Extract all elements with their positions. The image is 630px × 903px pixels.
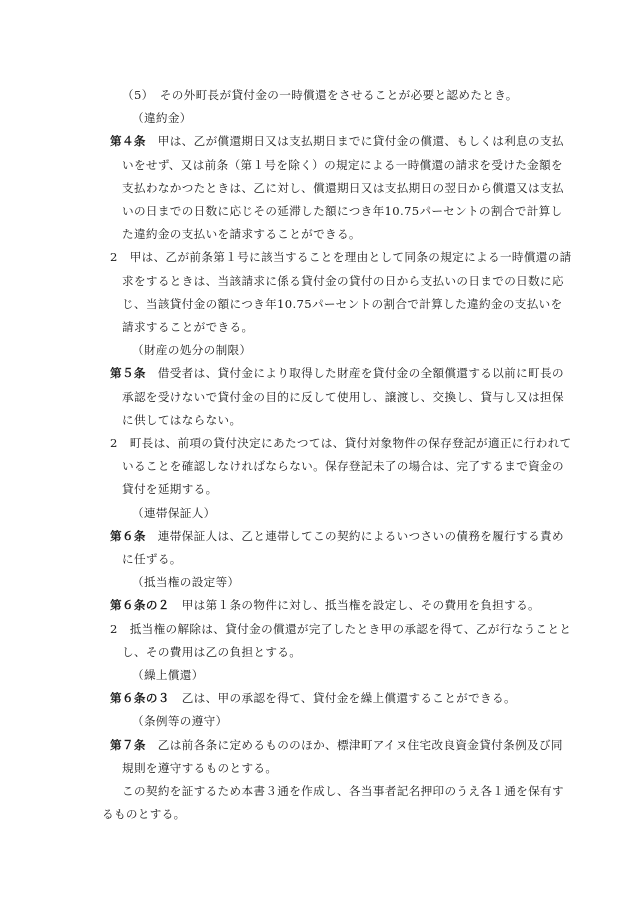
document-body xyxy=(102,84,572,827)
caption-article-5: （財産の処分の制限） xyxy=(132,343,252,358)
caption-article-6-2: （抵当権の設定等） xyxy=(132,575,240,590)
closing-statement: この契約を証するため本書３通を作成し、各当事者記名押印のうえ各１通を保有するものとする。 xyxy=(102,784,564,822)
article-5-paragraph-2-number: 2 xyxy=(110,436,118,451)
article-6-2-paragraph-2 xyxy=(110,618,572,664)
article-6 xyxy=(110,525,572,571)
article-5-label: 第５条 xyxy=(110,366,146,381)
article-6-3 xyxy=(110,687,572,710)
article-7 xyxy=(110,734,572,780)
article-5 xyxy=(110,362,572,432)
article-6-3-label: 第６条の３ xyxy=(110,691,170,706)
article-6-2-text: 甲は第１条の物件に対し、抵当権を設定し、その費用を負担する。 xyxy=(181,598,541,613)
article-4-paragraph-2-text: 甲は、乙が前条第１号に該当することを理由として同条の規定による一時償還の請求をするときは、当該請求に係る貸付金の貸付の日から支払いの日までの日数に応じ、当該貸付金の額につき年10.75パーセントの割合で計算した違約金の支払いを請求することができる。 xyxy=(122,250,572,335)
caption-article-6: （連帯保証人） xyxy=(132,505,216,520)
item-5 xyxy=(110,84,572,107)
article-6-2-label: 第６条の２ xyxy=(110,598,170,613)
caption-article-4: （違約金） xyxy=(132,111,192,126)
article-6-2-paragraph-2-text: 抵当権の解除は、貸付金の償還が完了したとき甲の承認を得て、乙が行なうこととし、その費用は乙の負担とする。 xyxy=(122,621,572,659)
article-6-3-text: 乙は、甲の承認を得て、貸付金を繰上償還することができる。 xyxy=(181,691,516,706)
article-4-text: 甲は、乙が償還期日又は支払期日までに貸付金の償還、もしくは利息の支払いをせず、又は前条（第１号を除く）の規定による一時償還の請求を受けた金額を支払わなかつたときは、乙に対し、償還期日又は支払期日の翌日から償還又は支払いの日までの日数に応じその延滞した額につき年10.75パーセントの割合で計算した違約金の支払いを請求することができる。 xyxy=(122,134,564,242)
article-7-text: 乙は前各条に定めるもののほか、標津町アイヌ住宅改良資金貸付条例及び同規則を遵守するものとする。 xyxy=(122,737,563,775)
article-4 xyxy=(110,130,572,246)
article-4-label: 第４条 xyxy=(110,134,146,149)
article-7-label: 第７条 xyxy=(110,737,146,752)
article-4-paragraph-2-number: 2 xyxy=(110,250,118,265)
article-6-text: 連帯保証人は、乙と連帯してこの契約によるいつさいの債務を履行する責めに任ずる。 xyxy=(122,528,564,567)
article-6-2 xyxy=(110,594,572,617)
article-5-text: 借受者は、貸付金により取得した財産を貸付金の全額償還する以前に町長の承認を受けないで貸付金の目的に反して使用し、譲渡し、交換し、貸与し又は担保に供してはならない。 xyxy=(122,366,564,427)
article-6-2-paragraph-2-number: 2 xyxy=(110,621,118,636)
article-5-paragraph-2-text: 町長は、前項の貸付決定にあたつては、貸付対象物件の保存登記が適正に行われていることを確認しなければならない。保存登記未了の場合は、完了するまで資金の貸付を延期する。 xyxy=(122,436,572,497)
caption-article-7: （条例等の遵守） xyxy=(132,714,228,729)
caption-article-6-3: （繰上償還） xyxy=(132,668,204,683)
item-5-number: （5） xyxy=(122,88,148,102)
article-6-label: 第６条 xyxy=(110,528,146,543)
article-5-paragraph-2 xyxy=(110,432,572,502)
article-4-paragraph-2 xyxy=(110,246,572,339)
item-5-text: その外町長が貸付金の一時償還をさせることが必要と認めたとき。 xyxy=(159,88,518,102)
